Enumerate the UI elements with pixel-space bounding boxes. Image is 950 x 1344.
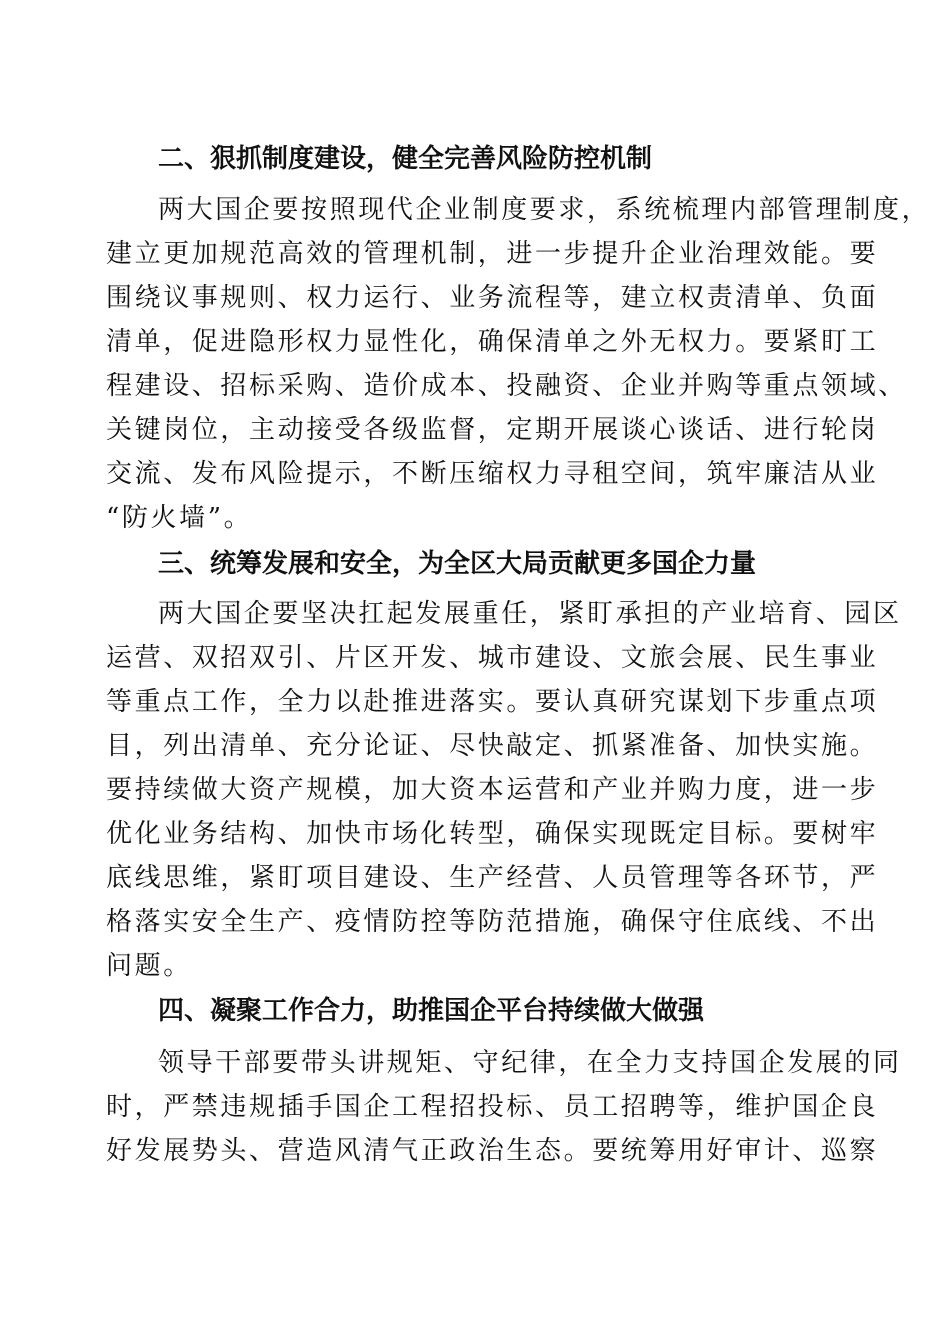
section-heading: 三、统筹发展和安全，为全区大局贡献更多国企力量 — [158, 549, 757, 579]
paragraph-line: 好发展势头、营造风清气正政治生态。要统筹用好审计、巡察 — [106, 1136, 879, 1166]
paragraph-line: “防火墙”。 — [106, 503, 253, 533]
paragraph-line: 运营、双招双引、片区开发、城市建设、文旅会展、民生事业 — [106, 643, 879, 673]
paragraph-line: 围绕议事规则、权力运行、业务流程等，建立权责清单、负面 — [106, 283, 879, 313]
paragraph-line: 底线思维，紧盯项目建设、生产经营、人员管理等各环节，严 — [106, 863, 879, 893]
paragraph-line: 清单，促进隐形权力显性化，确保清单之外无权力。要紧盯工 — [106, 327, 879, 357]
paragraph-line: 程建设、招标采购、造价成本、投融资、企业并购等重点领域、 — [106, 371, 907, 401]
paragraph-line: 两大国企要坚决扛起发展重任，紧盯承担的产业培育、园区 — [158, 599, 902, 629]
paragraph-line: 领导干部要带头讲规矩、守纪律，在全力支持国企发展的同 — [158, 1048, 902, 1078]
paragraph-line: 格落实安全生产、疫情防控等防范措施，确保守住底线、不出 — [106, 907, 879, 937]
paragraph-line: 建立更加规范高效的管理机制，进一步提升企业治理效能。要 — [106, 239, 879, 269]
paragraph-line: 时，严禁违规插手国企工程招投标、员工招聘等，维护国企良 — [106, 1092, 879, 1122]
paragraph-line: 目，列出清单、充分论证、尽快敲定、抓紧准备、加快实施。 — [106, 731, 879, 761]
paragraph-line: 关键岗位，主动接受各级监督，定期开展谈心谈话、进行轮岗 — [106, 415, 879, 445]
paragraph-line: 问题。 — [106, 951, 192, 981]
section-heading: 二、狠抓制度建设，健全完善风险防控机制 — [158, 144, 653, 174]
paragraph-line: 交流、发布风险提示，不断压缩权力寻租空间，筑牢廉洁从业 — [106, 459, 879, 489]
paragraph-line: 要持续做大资产规模，加大资本运营和产业并购力度，进一步 — [106, 775, 879, 805]
paragraph-line: 两大国企要按照现代企业制度要求，系统梳理内部管理制度， — [158, 195, 931, 225]
paragraph-line: 等重点工作，全力以赴推进落实。要认真研究谋划下步重点项 — [106, 687, 879, 717]
section-heading: 四、凝聚工作合力，助推国企平台持续做大做强 — [158, 996, 705, 1026]
paragraph-line: 优化业务结构、加快市场化转型，确保实现既定目标。要树牢 — [106, 819, 879, 849]
